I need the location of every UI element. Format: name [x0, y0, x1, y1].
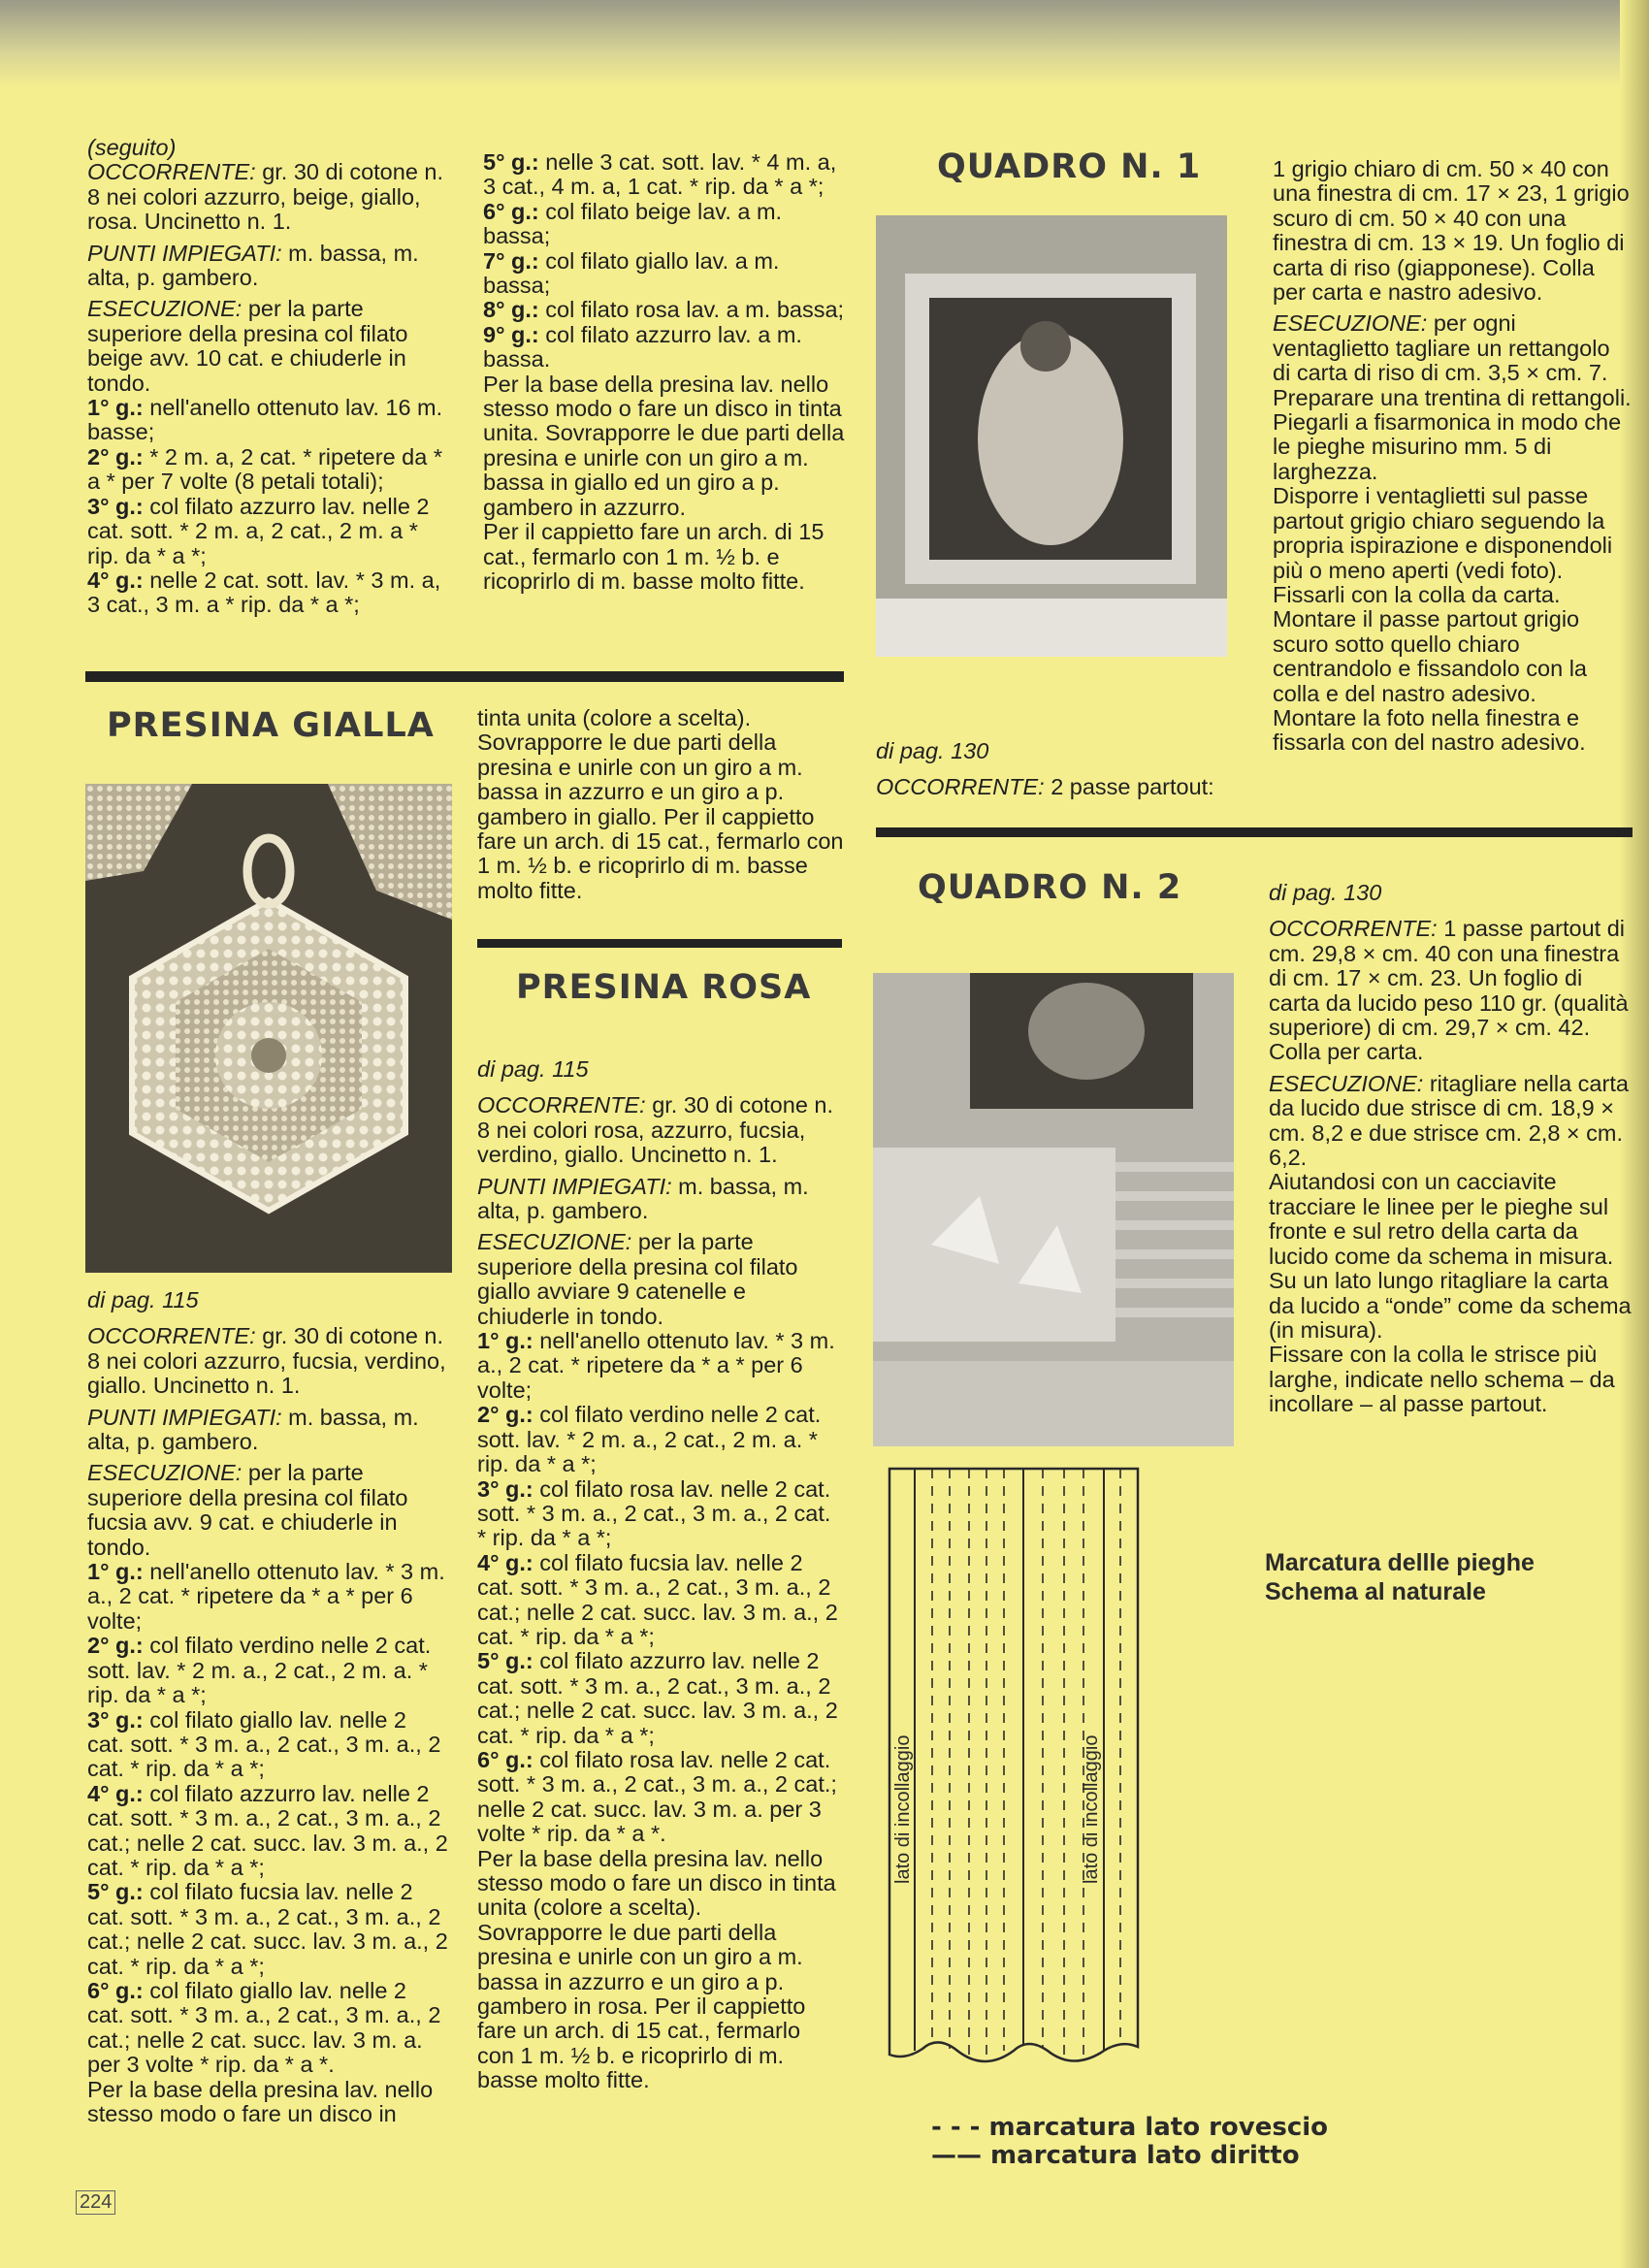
- quadro-1-step-fans: Disporre i ventaglietti sul passe partout grigio chiaro seguendo la propria ispirazione e disponendoli più o meno aperti (vedi foto). Fissarli con la colla da carta.: [1273, 483, 1613, 607]
- section-rule-rosa: [477, 939, 842, 948]
- rosa-round-1: 1° g.: nell'anello ottenuto lav. * 3 m. a., 2 cat. * ripetere da * a * per 6 volte;: [477, 1328, 835, 1403]
- gialla-execution: ESECUZIONE: per la parte superiore della presina col filato fucsia avv. 9 cat. e chiuderle in tondo.: [87, 1460, 408, 1560]
- quadro-2-illustration: [873, 973, 1234, 1446]
- quadro-1-instructions: [1273, 157, 1632, 756]
- round-3: 3° g.: col filato azzurro lav. nelle 2 cat. sott. * 2 m. a, 2 cat., 2 m. a * rip. da * a *;: [87, 493, 430, 568]
- quadro-2-step-folds: Aiutandosi con un cacciavite tracciare le linee per le pieghe sul fronte e sul retro della carta da lucido come da schema in misura. Su un lato lungo ritagliare la carta da lucido a “onde” come da schema (in misura).: [1269, 1169, 1632, 1343]
- section-rule-left: [85, 671, 844, 682]
- scan-shadow-top: [0, 0, 1649, 87]
- gialla-round-1: 1° g.: nell'anello ottenuto lav. * 3 m. a., 2 cat. * ripetere da * a * per 6 volte;: [87, 1559, 445, 1634]
- loop-paragraph: Per il cappietto fare un arch. di 15 cat., fermarlo con 1 m. ½ b. e ricoprirlo di m. basse molto fitte.: [483, 519, 824, 594]
- rosa-join-paragraph: Sovrapporre le due parti della presina e unirle con un giro a m. bassa in azzurro e un giro a p. gambero in rosa. Per il cappietto fare un arch. di 15 cat., fermarlo con 1 m. ½ b. e ricoprirlo di m. basse molto fitte.: [477, 1919, 806, 2093]
- gialla-page-ref: di pag. 115: [87, 1287, 199, 1312]
- schema-caption: [1265, 1548, 1556, 1606]
- quadro-2-execution: ESECUZIONE: ritagliare nella carta da lucido due strisce di cm. 18,9 × cm. 8,2 e due strisce cm. 2,8 × cm. 6,2.: [1269, 1070, 1629, 1171]
- gialla-stitches: PUNTI IMPIEGATI: m. bassa, m. alta, p. gambero.: [87, 1404, 419, 1455]
- rosa-round-3: 3° g.: col filato rosa lav. nelle 2 cat. sott. * 3 m. a., 2 cat., 3 m. a., 2 cat. * rip. da * a *;: [477, 1475, 831, 1551]
- page-number: 224: [76, 2190, 115, 2215]
- quadro-2-page-ref: di pag. 130: [1269, 880, 1382, 905]
- quadro-1-title: QUADRO N. 1: [937, 147, 1202, 186]
- quadro-1-execution: ESECUZIONE: per ogni ventaglietto tagliare un rettangolo di carta di riso di cm. 3,5 × cm. 7. Preparare una trentina di rettangoli. Piegarli a fisarmonica in modo che le pieghe misurino mm. 5 di larghezza.: [1273, 310, 1632, 484]
- gialla-round-5: 5° g.: col filato fucsia lav. nelle 2 cat. sott. * 3 m. a., 2 cat., 3 m. a., 2 cat.; nelle 2 cat. succ. lav. 3 m. a., 2 cat. * rip. da * a *;: [87, 1879, 448, 1979]
- gialla-round-6: 6° g.: col filato giallo lav. nelle 2 cat. sott. * 3 m. a., 2 cat., 3 m. a., 2 cat.; nelle 2 cat. succ. lav. 3 m. a. per 3 volte * rip. da * a *.: [87, 1977, 441, 2078]
- round-4: 4° g.: nelle 2 cat. sott. lav. * 3 m. a, 3 cat., 3 m. a * rip. da * a *;: [87, 567, 441, 618]
- rosa-stitches: PUNTI IMPIEGATI: m. bassa, m. alta, p. gambero.: [477, 1173, 809, 1224]
- quadro-2-step-glue: Fissare con la colla le strisce più larghe, indicate nello schema – da incollare – al passe partout.: [1269, 1342, 1615, 1417]
- quadro-1-page-ref: di pag. 130: [876, 738, 989, 763]
- glue-side-label-left: lato di incollaggio: [892, 1734, 914, 1884]
- presina-rosa-title: PRESINA ROSA: [516, 968, 812, 1007]
- execution-paragraph: ESECUZIONE: per la parte superiore della presina col filato beige avv. 10 cat. e chiuderle in tondo.: [87, 296, 408, 396]
- presina-gialla-instructions: [87, 1288, 448, 2126]
- left-top-column: [87, 136, 448, 618]
- round-8: 8° g.: col filato rosa lav. a m. bassa;: [483, 297, 845, 323]
- quadro-1-illustration: [876, 215, 1227, 657]
- quadro-1-left-notes: [876, 739, 1245, 807]
- rosa-execution: ESECUZIONE: per la parte superiore della presina col filato giallo avviare 9 catenelle e chiuderle in tondo.: [477, 1229, 798, 1329]
- presina-gialla-title: PRESINA GIALLA: [107, 706, 435, 745]
- middle-top-column: [483, 150, 852, 594]
- section-rule-right: [876, 827, 1633, 837]
- round-1: 1° g.: nell'anello ottenuto lav. 16 m. basse;: [87, 395, 443, 445]
- round-9: 9° g.: col filato azzurro lav. a m. bassa.: [483, 321, 802, 373]
- gialla-round-2: 2° g.: col filato verdino nelle 2 cat. sott. lav. * 2 m. a., 2 cat., 2 m. a. * rip. da * a *;: [87, 1633, 432, 1708]
- round-6: 6° g.: col filato beige lav. a m. bassa;: [483, 198, 783, 249]
- rosa-page-ref: di pag. 115: [477, 1056, 589, 1082]
- legend-dashed: - - - marcatura lato rovescio: [931, 2113, 1329, 2142]
- quadro-1-materials-continued: 1 grigio chiaro di cm. 50 × 40 con una finestra di cm. 17 × 23, 1 grigio scuro di cm. 50 × 40 con una finestra di cm. 13 × 19. Un foglio di carta di riso (giapponese). Colla per carta e nastro adesivo.: [1273, 156, 1630, 306]
- gialla-base-paragraph: Per la base della presina lav. nello stesso modo o fare un disco in: [87, 2076, 434, 2126]
- round-7: 7° g.: col filato giallo lav. a m. bassa;: [483, 247, 780, 299]
- quadro-1-step-mount: Montare il passe partout grigio scuro sotto quello chiaro centrandolo e fissandolo con la colla e del nastro adesivo.: [1273, 606, 1587, 706]
- gialla-materials: OCCORRENTE: gr. 30 di cotone n. 8 nei colori azzurro, fucsia, verdino, giallo. Uncinetto n. 1.: [87, 1323, 446, 1399]
- continued-note: (seguito): [87, 135, 177, 160]
- potholder-illustration: [85, 784, 452, 1273]
- legend-solid: —— marcatura lato diritto: [931, 2141, 1300, 2170]
- quadro-2-materials: OCCORRENTE: 1 passe partout di cm. 29,8 × cm. 40 con una finestra di cm. 17 × cm. 23. Un foglio di carta da lucido peso 110 gr. (qualità superiore) di cm. 29,7 × cm. 42. Colla per carta.: [1269, 916, 1629, 1065]
- rosa-round-2: 2° g.: col filato verdino nelle 2 cat. sott. lav. * 2 m. a., 2 cat., 2 m. a. * rip. da * a *;: [477, 1402, 822, 1477]
- fold-diagram: [878, 1457, 1179, 2092]
- rosa-round-5: 5° g.: col filato azzurro lav. nelle 2 cat. sott. * 3 m. a., 2 cat., 3 m. a., 2 cat.; nelle 2 cat. succ. lav. 3 m. a., 2 cat. * rip. da * a *;: [477, 1648, 838, 1748]
- quadro-1-photo: [876, 215, 1227, 657]
- rosa-base-paragraph: Per la base della presina lav. nello stesso modo o fare un disco in tinta unita (colore a scelta).: [477, 1845, 836, 1921]
- stitches-paragraph: PUNTI IMPIEGATI: m. bassa, m. alta, p. gambero.: [87, 240, 419, 291]
- rosa-round-4: 4° g.: col filato fucsia lav. nelle 2 cat. sott. * 3 m. a., 2 cat., 3 m. a., 2 cat.; nelle 2 cat. succ. lav. 3 m. a., 2 cat. * rip. da * a *;: [477, 1549, 838, 1649]
- presina-gialla-top-text: [477, 706, 846, 903]
- schema-caption-line-1: Marcatura dellle pieghe: [1265, 1549, 1535, 1576]
- schema-caption-line-2: Schema al naturale: [1265, 1578, 1486, 1605]
- quadro-2-title: QUADRO N. 2: [918, 868, 1182, 907]
- quadro-2-photo: [873, 973, 1234, 1446]
- base-paragraph: Per la base della presina lav. nello stesso modo o fare un disco in tinta unita. Sovrapporre le due parti della presina e unirle con un giro a m. bassa in giallo ed un giro a p. gambero in azzurro.: [483, 371, 845, 520]
- quadro-1-materials: OCCORRENTE: 2 passe partout:: [876, 774, 1214, 800]
- glue-side-label-right: lato di incollaggio: [1081, 1734, 1102, 1884]
- gialla-continuation: tinta unita (colore a scelta). Sovrapporre le due parti della presina e unirle con un giro a m. bassa in azzurro e un giro a p. gambero in giallo. Per il cappietto fare un arch. di 15 cat., fermarlo con 1 m. ½ b. e ricoprirlo di m. basse molto fitte.: [477, 705, 844, 903]
- gialla-round-4: 4° g.: col filato azzurro lav. nelle 2 cat. sott. * 3 m. a., 2 cat., 3 m. a., 2 cat.; nelle 2 cat. succ. lav. 3 m. a., 2 cat. * rip. da * a *;: [87, 1780, 448, 1880]
- quadro-1-step-photo: Montare la foto nella finestra e fissarla con del nastro adesivo.: [1273, 704, 1586, 756]
- round-2: 2° g.: * 2 m. a, 2 cat. * ripetere da * a * per 7 volte (8 petali totali);: [87, 443, 442, 495]
- presina-rosa-instructions: [477, 1057, 842, 2093]
- materials-paragraph: OCCORRENTE: gr. 30 di cotone n. 8 nei colori azzurro, beige, giallo, rosa. Uncinetto n. 1.: [87, 159, 444, 235]
- quadro-2-instructions: [1269, 881, 1632, 1417]
- round-5: 5° g.: nelle 3 cat. sott. lav. * 4 m. a, 3 cat., 4 m. a, 1 cat. * rip. da * a *;: [483, 149, 837, 200]
- gialla-round-3: 3° g.: col filato giallo lav. nelle 2 cat. sott. * 3 m. a., 2 cat., 3 m. a., 2 cat. * rip. da * a *;: [87, 1706, 441, 1782]
- crochet-potholder-photo: [85, 784, 452, 1273]
- rosa-round-6: 6° g.: col filato rosa lav. nelle 2 cat. sott. * 3 m. a., 2 cat., 3 m. a., 2 cat.; nelle 2 cat. succ. lav. 3 m. a. per 3 volte * rip. da * a *.: [477, 1746, 837, 1847]
- rosa-materials: OCCORRENTE: gr. 30 di cotone n. 8 nei colori rosa, azzurro, fucsia, verdino, giallo. Uncinetto n. 1.: [477, 1092, 834, 1168]
